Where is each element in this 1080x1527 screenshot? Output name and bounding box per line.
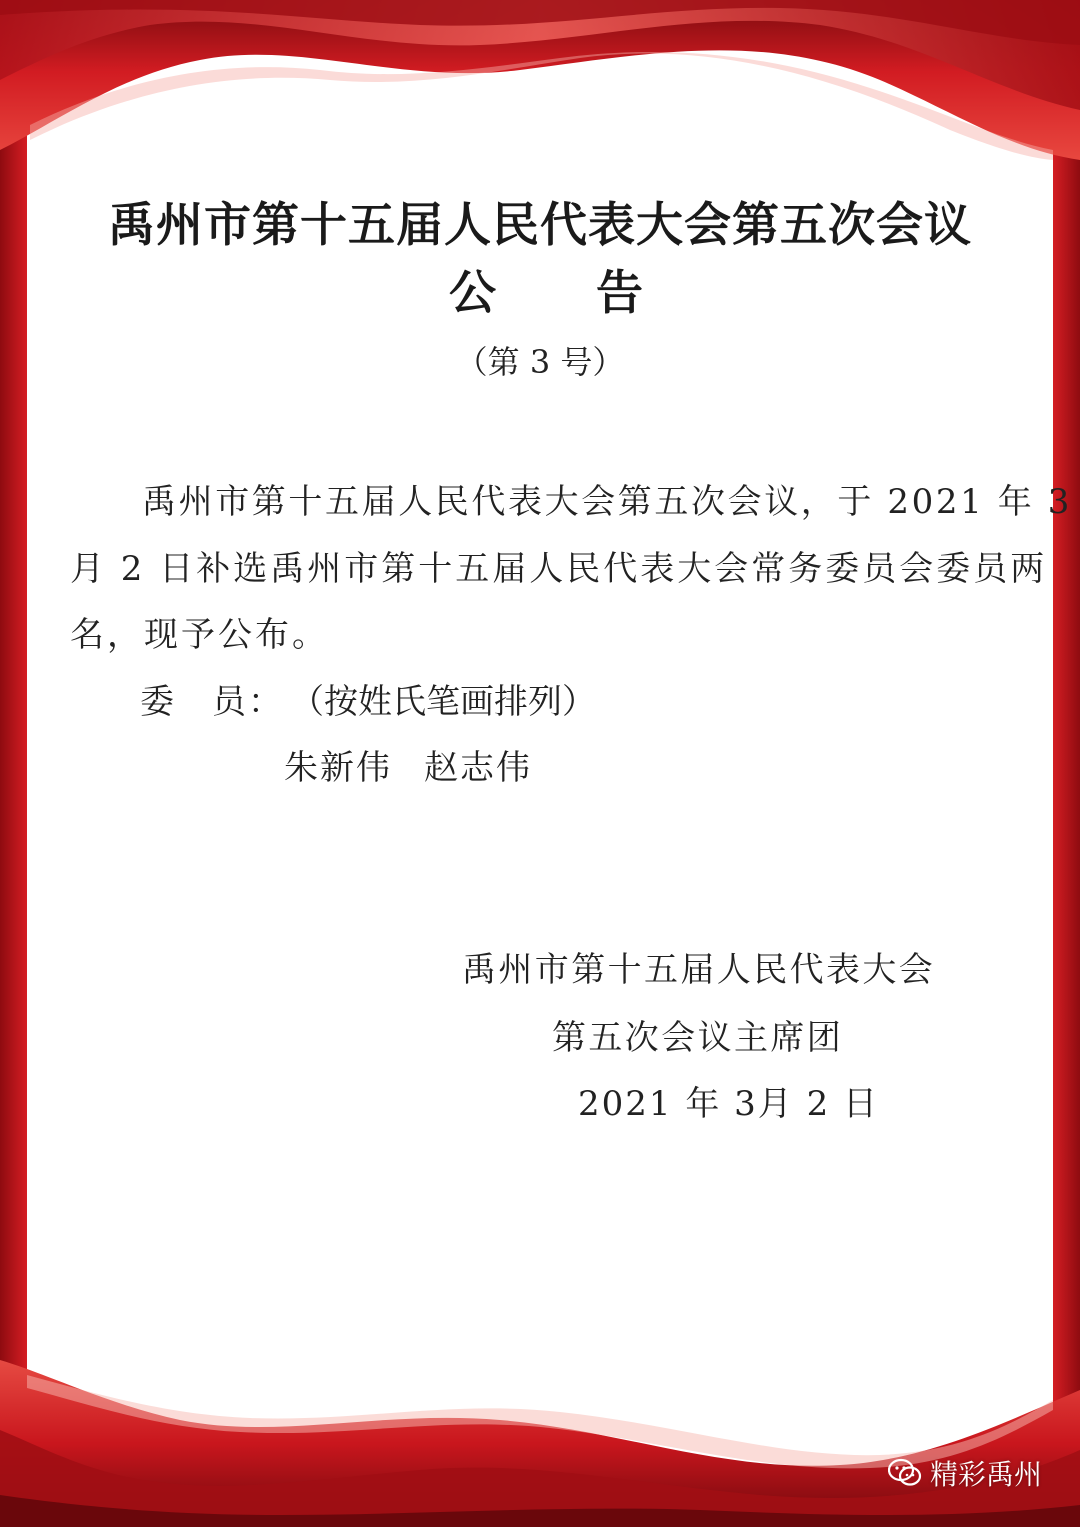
- members-note: （按姓氏笔画排列）: [290, 682, 596, 722]
- watermark-label: 精彩禹州: [929, 1458, 1042, 1491]
- wechat-icon: [888, 1458, 922, 1488]
- paragraph-line-2: 月 2 日补选禹州市第十五届人民代表大会常务委员会委员两: [70, 549, 1048, 589]
- announcement-subtitle: [0, 256, 1080, 323]
- paragraph-line-3: 名，现予公布。: [70, 615, 329, 655]
- members-label: 委 员：: [140, 682, 284, 722]
- member-name: 赵志伟: [424, 748, 532, 788]
- members-heading: [140, 674, 596, 723]
- announcement-title: 禹州市第十五届人民代表大会第五次会议: [108, 198, 972, 253]
- subtitle-char-1: 公: [449, 266, 496, 321]
- member-names: [284, 740, 532, 789]
- signature-line-1: 禹州市第十五届人民代表大会: [462, 950, 936, 990]
- account-watermark: [888, 1453, 1042, 1493]
- signature-date: 2021 年 3月 2 日: [578, 1084, 880, 1124]
- announcement-number: （第 3 号）: [455, 343, 625, 381]
- paragraph-line-1: 禹州市第十五届人民代表大会第五次会议，于 2021 年 3: [142, 482, 1072, 522]
- signature-line-2: 第五次会议主席团: [552, 1018, 844, 1058]
- member-name: 朱新伟: [284, 748, 392, 788]
- subtitle-char-2: 告: [596, 266, 643, 321]
